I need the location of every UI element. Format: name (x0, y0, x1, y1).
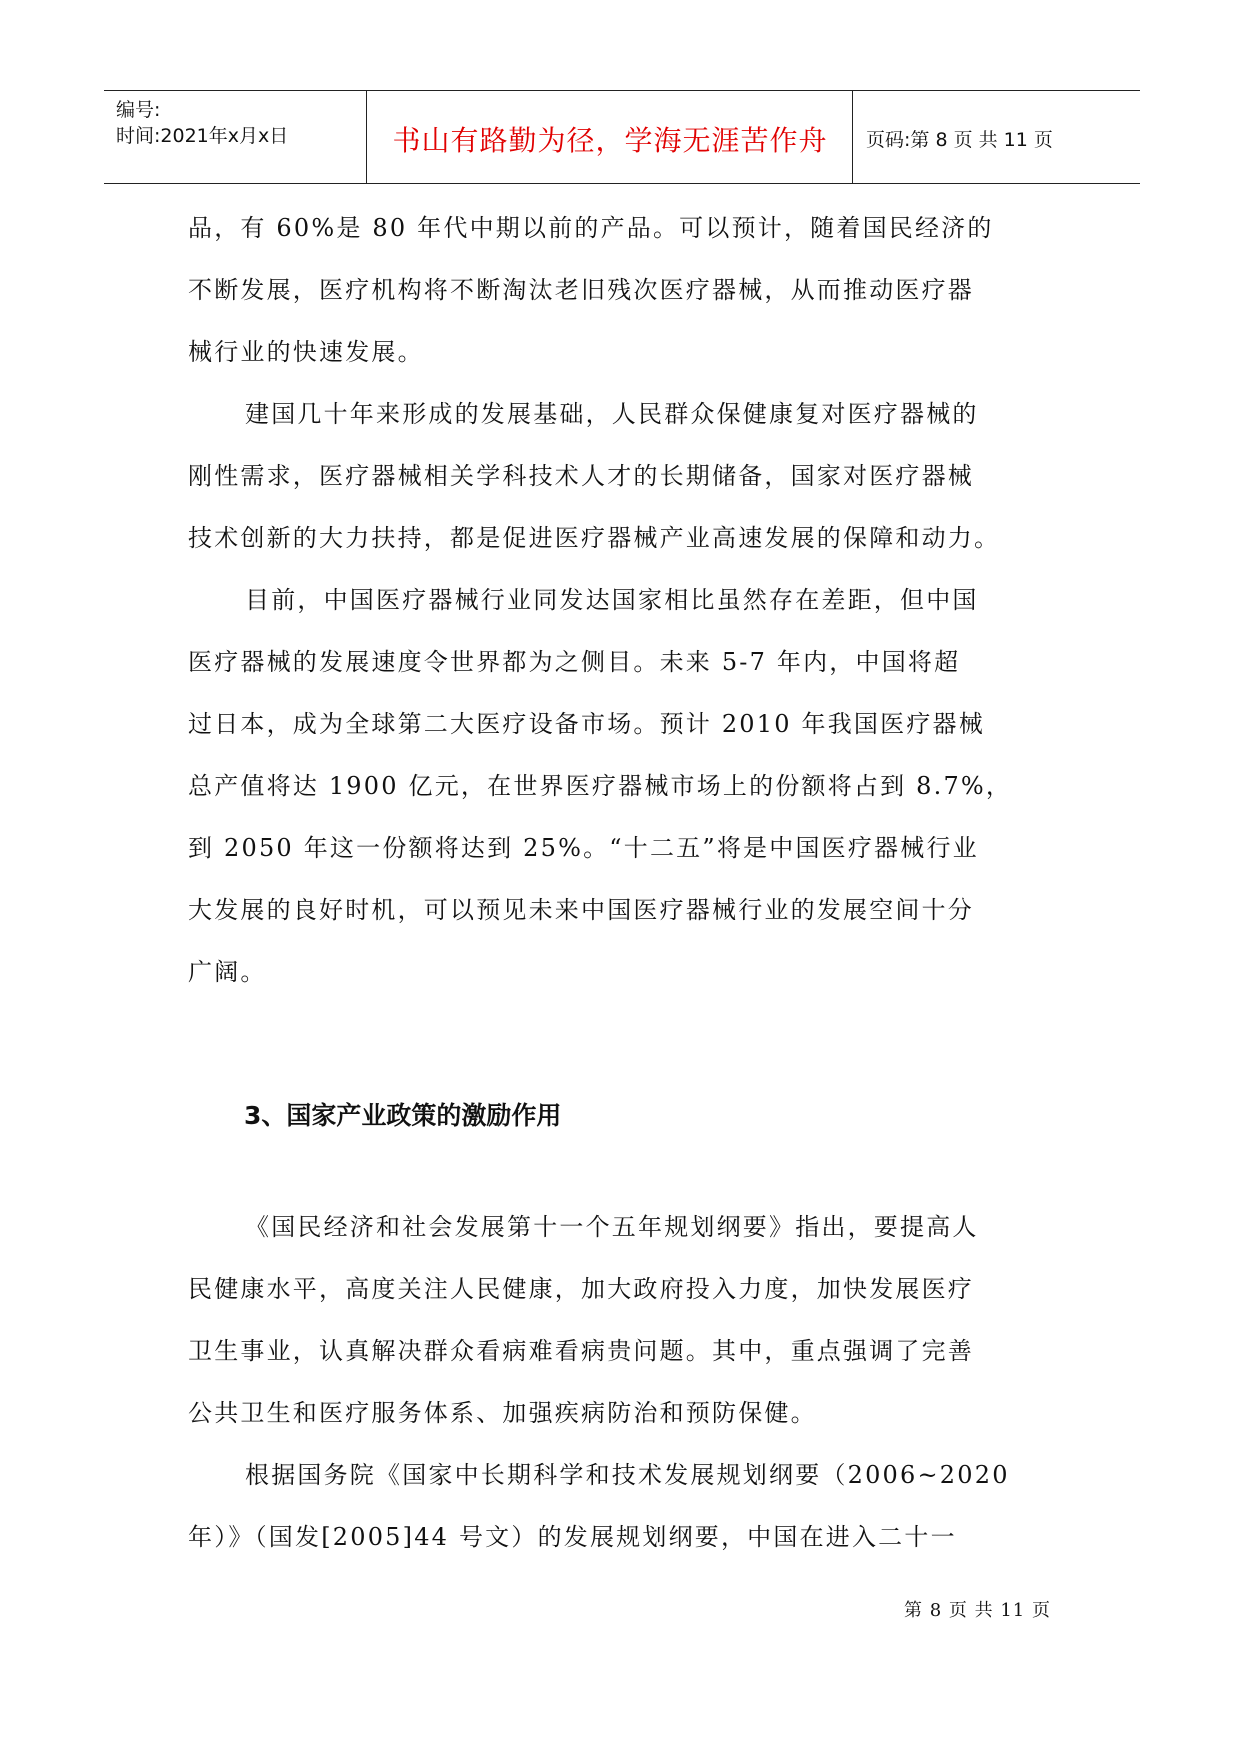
body-line: 过日本，成为全球第二大医疗设备市场。预计 2010 年我国医疗器械 (188, 710, 985, 738)
document-time-label: 时间:2021年x月x日 (116, 125, 289, 147)
header-motto: 书山有路勤为径，学海无涯苦作舟 (392, 124, 828, 157)
header-meta-cell (104, 91, 367, 183)
body-line: 《国民经济和社会发展第十一个五年规划纲要》指出，要提高人 (245, 1213, 979, 1241)
header-motto-cell (368, 91, 853, 183)
body-line: 不断发展，医疗机构将不断淘汰老旧残次医疗器械，从而推动医疗器 (188, 276, 974, 304)
header-page-code: 页码:第 8 页 共 11 页 (866, 129, 1053, 151)
body-line: 大发展的良好时机，可以预见未来中国医疗器械行业的发展空间十分 (188, 896, 974, 924)
page-footer: 第 8 页 共 11 页 (904, 1600, 1051, 1621)
body-line: 公共卫生和医疗服务体系、加强疾病防治和预防保健。 (188, 1399, 817, 1427)
body-line: 械行业的快速发展。 (188, 338, 424, 366)
body-line: 到 2050 年这一份额将达到 25%。“十二五”将是中国医疗器械行业 (188, 834, 979, 862)
body-line: 刚性需求，医疗器械相关学科技术人才的长期储备，国家对医疗器械 (188, 462, 974, 490)
body-line: 根据国务院《国家中长期科学和技术发展规划纲要（2006~2020 (245, 1461, 1010, 1489)
body-line: 年）》（国发[2005]44 号文）的发展规划纲要，中国在进入二十一 (188, 1523, 957, 1551)
section-heading: 3、国家产业政策的激励作用 (244, 1101, 562, 1130)
body-line: 民健康水平，高度关注人民健康，加大政府投入力度，加快发展医疗 (188, 1275, 974, 1303)
body-line: 医疗器械的发展速度令世界都为之侧目。未来 5-7 年内，中国将超 (188, 648, 961, 676)
body-line: 品，有 60%是 80 年代中期以前的产品。可以预计，随着国民经济的 (188, 214, 994, 242)
body-line: 目前，中国医疗器械行业同发达国家相比虽然存在差距，但中国 (245, 586, 979, 614)
document-number-label: 编号: (116, 99, 161, 121)
body-line: 广阔。 (188, 958, 267, 986)
body-line: 技术创新的大力扶持，都是促进医疗器械产业高速发展的保障和动力。 (188, 524, 1001, 552)
body-line: 卫生事业，认真解决群众看病难看病贵问题。其中，重点强调了完善 (188, 1337, 974, 1365)
body-line: 总产值将达 1900 亿元，在世界医疗器械市场上的份额将占到 8.7%， (188, 772, 1013, 800)
body-line: 建国几十年来形成的发展基础，人民群众保健康复对医疗器械的 (245, 400, 979, 428)
document-header (104, 90, 1140, 184)
header-page-cell (854, 91, 1140, 183)
